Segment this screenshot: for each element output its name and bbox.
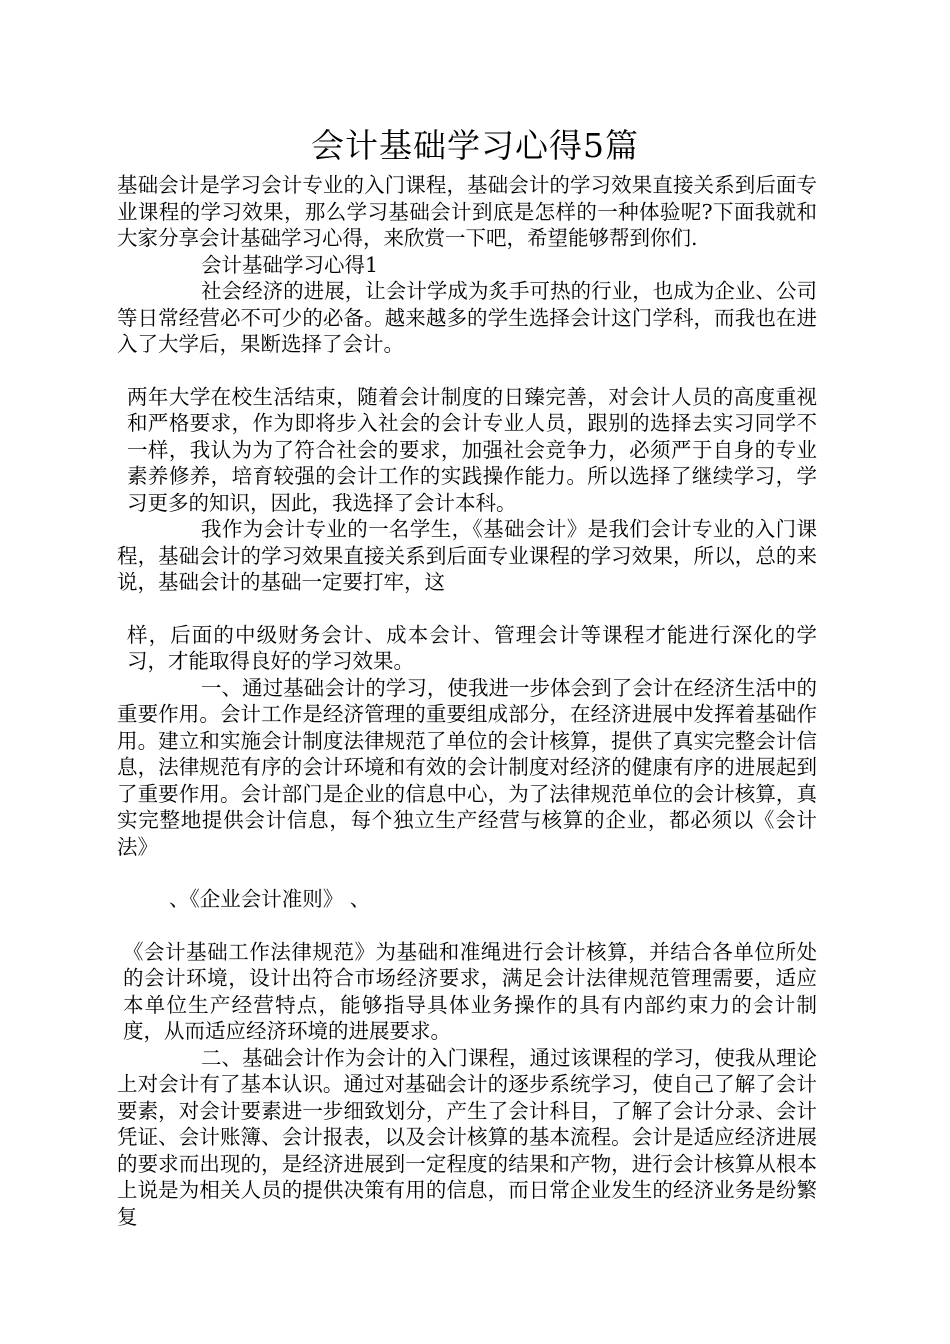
document-body [117,172,817,1230]
body-paragraph-fragment: 、《企业会计准则》 、 [169,887,371,911]
document-title: 会计基础学习心得5篇 [311,126,639,165]
intro-paragraph: 基础会计是学习会计专业的入门课程，基础会计的学习效果直接关系到后面专业课程的学习效果，那么学习基础会计到底是怎样的一种体验呢?下面我就和大家分享会计基础学习心得，来欣赏一下吧，希望能够帮到你们. [117,173,817,250]
section-heading: 会计基础学习心得1 [201,252,379,277]
body-paragraph: 二、基础会计作为会计的入门课程，通过该课程的学习，使我从理论上对会计有了基本认识。通过对基础会计的逐步系统学习，使自己了解了会计要素，对会计要素进一步细致划分，产生了会计科目，了解了会计分录、会计凭证、会计账簿、会计报表，以及会计核算的基本流程。会计是适应经济进展的要求而出现的，是经济进展到一定程度的结果和产物，进行会计核算从根本上说是为相关人员的提供决策有用的信息，而日常企业发生的经济业务是纷繁复 [117,1045,817,1229]
body-paragraph: 我作为会计专业的一名学生，《基础会计》是我们会计专业的入门课程，基础会计的学习效果直接关系到后面专业课程的学习效果，所以，总的来说，基础会计的基础一定要打牢，这 [117,517,817,594]
body-paragraph: 社会经济的进展，让会计学成为炙手可热的行业，也成为企业、公司等日常经营必不可少的必备。越来越多的学生选择会计这门学科，而我也在进入了大学后，果断选择了会计。 [117,279,817,356]
body-paragraph: 两年大学在校生活结束，随着会计制度的日臻完善，对会计人员的高度重视和严格要求，作为即将步入社会的会计专业人员，跟别的选择去实习同学不一样，我认为为了符合社会的要求，加强社会竞争力，必须严于自身的专业素养修养，培育较强的会计工作的实践操作能力。所以选择了继续学习，学习更多的知识，因此，我选择了会计本科。 [127,384,817,515]
body-paragraph: 《会计基础工作法律规范》为基础和准绳进行会计核算，并结合各单位所处的会计环境，设计出符合市场经济要求，满足会计法律规范管理需要，适应本单位生产经营特点，能够指导具体业务操作的具有内部约束力的会计制度，从而适应经济环境的进展要求。 [123,939,817,1043]
body-paragraph: 一、通过基础会计的学习，使我进一步体会到了会计在经济生活中的重要作用。会计工作是经济管理的重要组成部分，在经济进展中发挥着基础作用。建立和实施会计制度法律规范了单位的会计核算，提供了真实完整会计信息，法律规范有序的会计环境和有效的会计制度对经济的健康有序的进展起到了重要作用。会计部门是企业的信息中心，为了法律规范单位的会计核算，真实完整地提供会计信息，每个独立生产经营与核算的企业，都必须以《会计法》 [117,675,817,859]
body-paragraph: 样，后面的中级财务会计、成本会计、管理会计等课程才能进行深化的学习，才能取得良好的学习效果。 [127,622,817,673]
